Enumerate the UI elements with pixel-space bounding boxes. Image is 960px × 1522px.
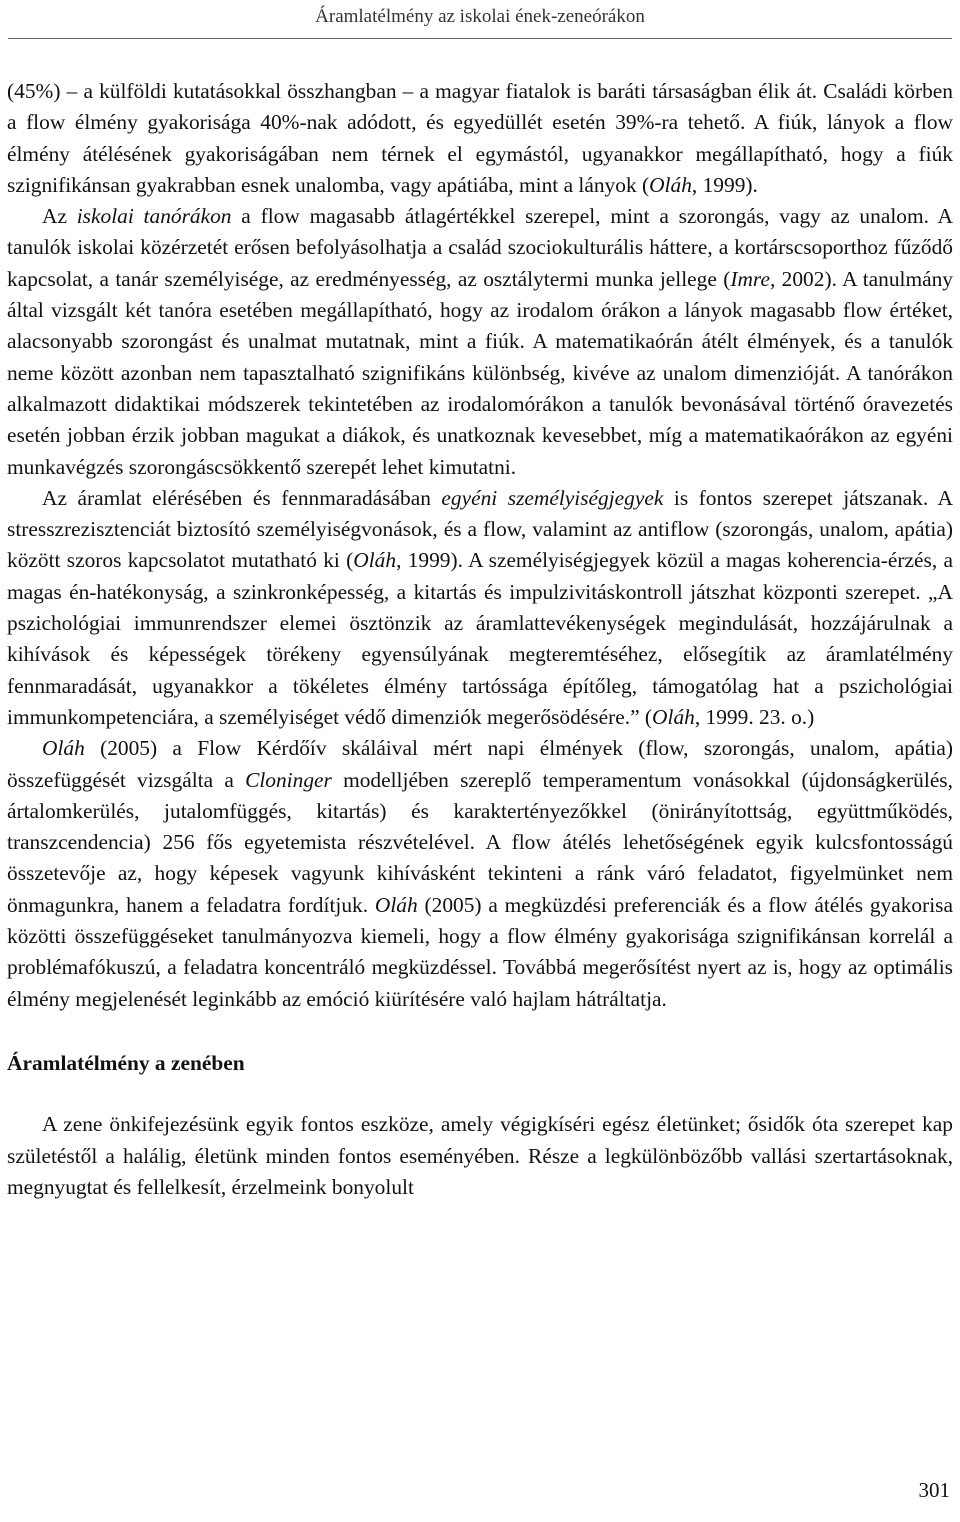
text-run: is fontos szerepet játszanak. A stresszrezisztenciát biztosító személyiségvonások, és a flow, valamint az antiflow (szorongás, unalom, apátia) között szoros kapcsolatot mutatható ki ( <box>7 485 953 573</box>
italic-text: Oláh <box>652 704 695 729</box>
body-paragraphs <box>7 76 953 1015</box>
text-run: , 1999). A személyiségjegyek közül a magas koherencia-érzés, a magas én-hatékonyság, a szinkronképesség, a kitartás és impulzivitáskontroll játszhat központi szerepet. „A pszichológiai immunrendszer elemei ösztönzik az áramlattevékenységek megindulását, hozzájárulnak a kihívások és képességek törékeny egyensúlyának megteremtéséhez, elősegítik az áramlatélmény fennmaradását, ugyanakkor a tökéletes élmény tartóssága építőleg, támogatólag hat a pszichológiai immunkompetenciára, a személyiséget védő dimenziók megerősödésére.” ( <box>7 548 953 729</box>
text-run: (45%) – a külföldi kutatásokkal összhangban – a magyar fiatalok is baráti társaságban élik át. Családi körben a flow élmény gyakorisága 40%-nak adódott, és egyedüllét esetén 39%-ra tehető. A fiúk, lányok a flow élmény átélésének gyakoriságában nem térnek el egymástól, ugyanakkor megállapítható, hogy a fiúk szignifikánsan gyakrabban esnek unalomba, vagy apátiába, mint a lányok ( <box>7 79 953 197</box>
italic-text: iskolai tanórákon <box>76 204 232 229</box>
header-divider <box>8 38 952 39</box>
body-paragraph <box>7 733 953 1015</box>
text-run: Az <box>42 204 77 229</box>
italic-text: Imre <box>730 266 770 291</box>
text-run: , 2002). A tanulmány által vizsgált két tanóra esetében megállapítható, hogy az irodalom órákon a lányok magasabb flow értéket, alacsonyabb szorongást és unalmat mutatnak, mint a fiúk. A matematikaórán átélt élmények, és a tanulók neme között azonban nem tapasztalható szignifikáns különbség, kivéve az unalom dimenzióját. A tanórákon alkalmazott didaktikai módszerek tekintetében az irodalomórákon a tanulók bevonásával történő óravezetés esetén jobban érzik jobban magukat a diákok, és unatkoznak kevesebbet, míg a matematikaórákon az egyéni munkavégzés szorongáscsökkentő szerepét lehet kimutatni. <box>7 266 954 479</box>
italic-text: Oláh <box>374 892 418 917</box>
text-run: a flow magasabb átlagértékkel szerepel, mint a szorongás, vagy az unalom. A tanulók iskolai közérzetét erősen befolyásolhatja a család szociokulturális háttere, a kortárscsoporthoz fűződő kapcsolat, a tanár személyisége, az eredményesség, az osztálytermi munka jellege ( <box>7 204 953 291</box>
text-run: , 1999). <box>691 172 758 197</box>
body-paragraph <box>7 76 953 201</box>
italic-text: Cloninger <box>245 767 332 792</box>
italic-text: Oláh <box>42 736 85 761</box>
italic-text: Oláh <box>649 172 692 197</box>
text-run: modelljében szereplő temperamentum vonásokkal (újdonságkerülés, ártalomkerülés, jutalomfüggés, kitartás) és karaktertényezőkkel (önirányítottság, együttműködés, transzcendencia) 256 fős egyetemista részvételével. A flow átélés lehetőségének egyik kulcsfontosságú összetevője az, hogy képesek vagyunk kihívásként tekinteni a ránk váró feladatot, figyelmünket nem önmagunkra, hanem a feladatra fordítjuk. <box>7 767 953 917</box>
section-heading: Áramlatélmény a zenében <box>7 1050 245 1075</box>
body-paragraph <box>7 201 953 483</box>
page-body <box>7 76 953 1203</box>
running-header: Áramlatélmény az iskolai ének-zeneórákon <box>315 6 645 27</box>
text-run: (2005) a megküzdési preferenciák és a flow átélés gyakorisa közötti összefüggéseket tanulmányozva kiemeli, hogy a flow élmény gyakorisága szignifikánsan korrelál a problémafókuszú, a feladatra koncentráló megküzdéssel. Továbbá megerősítést nyert az is, hogy az optimális élmény megjelenését leginkább az emóció kiürítésére való hajlam hátráltatja. <box>7 892 953 1011</box>
section-paragraph: A zene önkifejezésünk egyik fontos eszköze, amely végigkíséri egész életünket; ősidők óta szerepet kap születéstől a halálig, életünk minden fontos eseményében. Része a legkülönbözőbb vallási szertartásoknak, megnyugtat és fellelkesít, érzelmeink bonyolult <box>7 1112 953 1199</box>
body-paragraph <box>7 483 953 733</box>
text-run: , 1999. 23. o.) <box>694 704 815 729</box>
text-run: (2005) a Flow Kérdőív skáláival mért napi élmények (flow, szorongás, unalom, apátia) összefüggését vizsgálta a <box>7 736 953 792</box>
page-number: 301 <box>918 1478 950 1502</box>
text-run: Az áramlat elérésében és fennmaradásában <box>42 485 442 510</box>
italic-text: Oláh <box>353 548 397 573</box>
italic-text: egyéni személyiségjegyek <box>441 485 664 510</box>
